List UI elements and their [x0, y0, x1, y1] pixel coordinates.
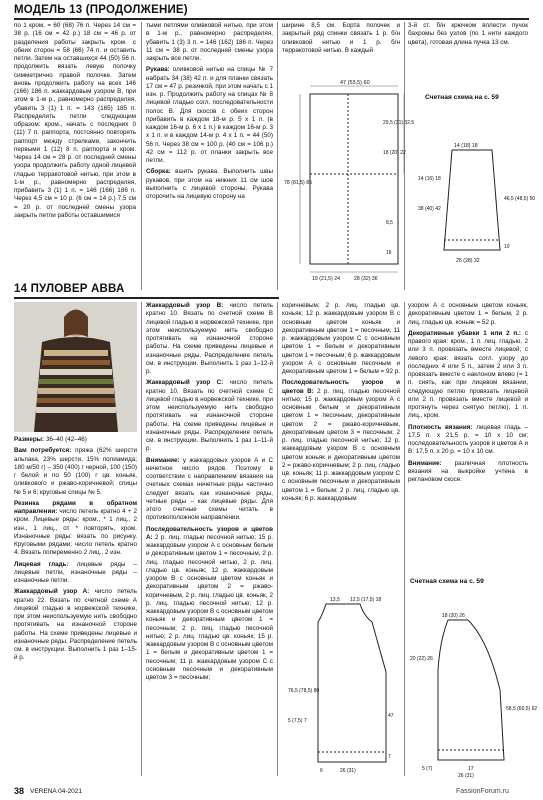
sizes-text: 36–40 (42–46) — [44, 436, 87, 443]
jacquard-c-heading: Жаккардовый узор С: — [146, 379, 224, 387]
diagram4-r2: 58,5 (60,5) 62 — [506, 706, 538, 712]
diagram2-b: 25 (28) 32 — [456, 258, 480, 264]
section13-col3-text: ширине 8,5 см. Борта полочек и закрытый ряд спинки связать 1 р. б/н оливковой нитью и 1 р. б/н терракотовой нитью. В каждый — [282, 22, 400, 54]
col-divider — [141, 302, 142, 776]
section14-col2 — [146, 302, 273, 776]
section13-col4 — [408, 22, 528, 62]
diagram4-b2: 17 — [468, 766, 474, 772]
diagram1-left: 78 (81,5) 85 — [284, 180, 312, 186]
jacquard-a-text: число петель кратно 22. Вязать по счетной схеме А лицевой гладью в норвежской технике, при этом неиспользуемую нить свободно протягивать на изнаночной стороне работы. На схеме приведены лицевые и изнаночные ряды. Распределение петель см. в инструкции. Выполнить 1 раз 1–15-й р. — [14, 588, 137, 662]
col-divider — [277, 302, 278, 776]
diagram3-t1: 13,5 — [330, 597, 340, 603]
diagram4-r1: 20 (22) 26 — [410, 656, 433, 662]
magazine-name: VERENA 04-2021 — [30, 788, 83, 795]
diagram3-l2: 5 (7,5) 7 — [288, 718, 307, 724]
materials-text: пряжа (62% шерсти альпака, 23% шерсти, 15% полиамида; 180 м/50 г) – 350 (400) г черной, 100 (150) г белой и по 50 (100) г цв. коньяк, оливкового и ржаво-коричневой; спицы № 5 и 6; круговые спицы № 5. — [14, 447, 137, 496]
diagram4-b3: 26 (31) — [458, 773, 474, 779]
section13-col3 — [282, 22, 400, 62]
section13-col2 — [146, 22, 273, 294]
page-number: 38 — [14, 786, 25, 796]
section14-col4a: узором А с основным цветом коньяк, декоративным цветом 1 = белым, 2 р. лиц. гладью цв. коньяк = 52 р. — [408, 302, 528, 326]
jacquard-c-text: число петель кратно 10. Вязать по счетной схеме С лицевой гладью в норвежской технике, при этом неиспользуемую нить свободно протягивать на изнаночной стороне работы. На схеме приведены лицевые и изнаночные ряды. Распределение петель см. в инструкции. Выполнить 1 раз 1–11-й р. — [146, 379, 273, 453]
col-divider — [277, 22, 278, 290]
diagram3-t2: 12,5 (17,5) 18 — [350, 597, 382, 603]
assembly-text: вшить рукава. Выполнить швы рукавов, при этом на нижних 11 см шов выполнить с лицевой стороны. Рукава оторочить на лицевую сторону на — [146, 168, 273, 200]
sequence-a-heading: Последовательность узоров и цветов А: — [146, 525, 273, 541]
diagram1-r3: 8,5 — [386, 220, 393, 226]
gauge-heading: Плотность вязания: — [408, 423, 473, 431]
pattern-diagram-sleeve — [412, 140, 536, 280]
section14-col4 — [408, 302, 528, 572]
diagram4-top: 18 (20) 26 — [442, 613, 465, 619]
pattern-diagram-body — [282, 74, 415, 286]
sleeves-heading: Рукава: — [146, 66, 170, 74]
sizes-heading: Размеры: — [14, 436, 45, 443]
section14-col3a: коричневым; 2 р. лиц. гладью цв. коньяк; 12 р. жаккардовым узором В с основным цветом коньяк и декоративным цветом 1 = песочным, 11 р. жаккардовым узором С с основным цветом 1 = белым и декоративным цветом 1 = песочным; 6 р. жаккардовым узором А с основным песочным и декоративным цветом 1 = белым = 92 р. — [282, 302, 400, 375]
diagram3-r2: 7 — [388, 754, 391, 760]
section14-col3 — [282, 302, 400, 580]
diagram2-r2: 46,5 (48,5) 50 — [504, 196, 536, 202]
diagram1-r4: 16 — [386, 250, 392, 256]
diagram2-r3: 38 (40) 42 — [418, 206, 441, 212]
section13-title: МОДЕЛЬ 13 (ПРОДОЛЖЕНИЕ) — [14, 4, 188, 16]
sequence-b-heading: Последовательность узоров и цветов В: — [282, 379, 400, 395]
diagram3-b1: 26 (31) — [340, 768, 356, 774]
rib-text: число петель кратно 4 + 2 кром. Лицевые ряды: кром., * 1 лиц., 2 изн., 1 лиц., от * повторять, кром. Изнаночные ряды: вязать по рисунку. Круговыми рядами: число петель кратно 4. Вязать попеременно 2 лиц., 2 изн. — [14, 508, 137, 557]
section13-rule — [14, 18, 529, 20]
pattern-diagram-pullover — [282, 592, 404, 778]
note-text: у жаккардовых узоров А и С нечетное число рядов. Поэтому в соответствии с направлением вязания на счетных схемах нечетные ряды частично следует вязать как изнаночные ряды, четные ряды – как лицевые ряды. Для этого счетные схемы читать в противоположном направлении. — [146, 456, 273, 522]
diagram1-r1: 29,5 (31) 32,5 — [383, 120, 415, 126]
assembly-heading: Сборка: — [146, 168, 171, 176]
diagram2-r4: 10 — [504, 244, 510, 250]
diagram1-b2: 28 (32) 36 — [354, 276, 378, 282]
section13-col4-text: 3-й ст. б/н крючком вплести пучок бахромы без узлов (по 1 нити каждого цвета), готовая длина пучка 13 см. — [408, 22, 528, 46]
col-divider — [141, 22, 142, 290]
diagram2-r1: 14 (16) 18 — [418, 176, 441, 182]
section14-schema-label: Счетная схема на с. 59 — [410, 578, 484, 585]
decreases-text: с правого края: кром., 1 п. лиц. гладью, 2 или 3 п. провязать вместе лицевой; с левого края: вязать согл. узору до последних 4 или 5 п., затем 2 или 3 п. провязать вместе с наклоном влево (= 1 п. снять, как при лицевом вязании, следующую петлю провязать лицевой или 2 п. провязать вместе лицевой и протянуть через снятую петлю), 1 п. лиц., кром. — [408, 329, 528, 420]
diagram3-r1: 47 — [388, 713, 394, 719]
section14-col1 — [14, 436, 137, 776]
sleeves-text: оливковой нитью на спицы № 7 набрать 34 (38) 42 п. и для планки связать 17 см = 47 р. резинкой, при этом начать с 1 изн. р. Продолжить работу на спицах № 8 лицевой гладью согл. последовательности полос В. Для скосов с обеих сторон прибавить в каждом 18-м р. 5 х 1 п. (в каждом 16-м р. 6 х 1 п.) в каждом 16-м р. 3 х 1 п. и в каждом 14-м р. 4 х 1 п. = 44 (50) 56 п. Через 38 см = 100 р. (40 см = 106 р.) 42 см = 112 р. от планки закрыть все петли. — [146, 66, 273, 164]
pattern-diagram-sleeve2 — [408, 610, 538, 779]
diagram1-b1: 19 (21,5) 24 — [312, 276, 340, 282]
section13-schema-label: Счетная схема на с. 59 — [425, 94, 499, 101]
diagram2-top: 14 (18) 18 — [454, 143, 478, 149]
diagram1-r2: 18 (20) 22 — [383, 150, 406, 156]
stockinette-text: лицевые ряды – лицевые петли, изнаночные ряды – изнаночные петли. — [14, 560, 137, 584]
diagram1-top: 47 (53,5) 60 — [340, 80, 370, 86]
decreases-heading: Декоративные убавки 1 или 2 п.: — [408, 329, 522, 337]
section13-col1 — [14, 22, 136, 294]
diagram4-b1: 5 (7) — [422, 766, 433, 772]
materials-heading: Вам потребуется: — [14, 447, 72, 455]
section13-col1-text: по 1 кром. = 60 (68) 76 п. Через 14 см = 38 р. (16 см = 42 р.) 18 см = 46 р. от разделения работы закрыть кром. с обеих сторон = 58 (66) 74 п. и оставить петли. Затем на оставшихся 44 (50) 56 п. продолжить вязать левую полочку симметрично правой полочке. Затем вновь продолжить работу на всех 146 (166) 186 п. жаккардовым узором В, при этом в 1-м р., равномерно распределяя, убавить 3 (1) 1 п. = 143 (165) 185 п. Распределить петли следующим образом: кром., начать с последних 0 (11) 7 п. раппорта, постоянно повторять раппорт между стрелками, закончить первыми 1 (12) 8 п. раппорта и кром. Через 14 см = 28 р. от последней смены узора продолжить работу одной лицевой гладью терракотовой нитью, при этом в 1-м р., равномерно распределяя, прибавить 3 (1) 1 п. = 146 (166) 186 п. Через 4,5 см = 10 р. (6 см = 14 р.) 7,5 см = 20 р. от последней смены узора закрыть петли работы оставшимися — [14, 22, 136, 219]
watermark-site: FassionForum.ru — [456, 788, 509, 795]
sequence-b-text: 2 р. лиц. гладью песочной нитью; 15 р. жаккардовым узором А с основным белым и декоративным цветом 1 = песочным, декоративным цветом 2 = ржаво-коричневым, декоративным цветом 3 = песочным; 2 р. лиц. гладью песочной нитью; 12 р. жаккардовым узором В с основным цветом коньяк и декоративным цветом 2 = ржаво-коричневым; 2 р. лиц. гладью цв. коньяк; 11 р. жаккардовым узором С с основным песочным и декоративным цветом 1 = белым; 2 р. лиц. гладью цв. коньяк; 6 р. жаккардовым — [282, 387, 400, 502]
warning-heading: Внимание: — [408, 459, 442, 467]
jacquard-b-text: число петель кратно 10. Вязать по счетной схеме В лицевой гладью в норвежской технике, при этом неиспользуемую нить свободно протягивать на изнаночной стороне работы. На схеме приведены лицевые и изнаночные ряды. Распределение петель см. в инструкции. Выполнить 1 раз 1–12-й р. — [146, 302, 273, 375]
note-heading: Внимание: — [146, 456, 180, 464]
stockinette-heading: Лицевая гладь: — [14, 560, 69, 568]
warning-text: различная плотность вязания на выкройке учтена в реглановом скосе. — [408, 459, 528, 483]
section13-col2a: тыми петлями оливковой нитью, при этом в 1-м р., равномерно распределяя, убавить 1 (3) 3 п. = 146 (162) 186 п. Через 11 см = 38 р. от последней смены узора закрыть все петли. — [146, 22, 273, 62]
jacquard-b-heading: Жаккардовый узор В: — [146, 302, 224, 309]
section14-rule — [14, 297, 279, 299]
gauge-text: лицевая гладь – 17,5 п. х 21,5 р. = 10 х 10 см; последовательность узоров и цветов А и В: 17,5 п. х 20 р. = 10 х 10 см. — [408, 423, 528, 456]
rib-heading: Резинка рядами в обратном направлении: — [14, 499, 137, 515]
section14-title: 14 ПУЛОВЕР АВВА — [14, 283, 125, 295]
col-divider — [404, 302, 405, 776]
jacquard-a-heading: Жаккардовый узор А: — [14, 588, 90, 596]
diagram3-l1: 76,5 (78,5) 80 — [288, 688, 320, 694]
model-photo — [14, 302, 137, 432]
sequence-a-text: 2 р. лиц. гладью песочной нитью; 15 р. жаккардовым узором А с основным белым и декоративным цветом 1 = песочным, 2 р. лиц. гладью песочной нитью, 2 р. лиц. гладью цв. коньяк; 12 р. жаккардовым узором В с основным цветом коньяк и декоративным цветом 2 = ржаво-коричневым, 2 р. лиц. гладью цв. коньяк, 2 р. лиц. гладью песочной нитью; 12 р. жаккардовым узором В с основным цветом коньяк и декоративным цветом 1 = песочным; 2 р. лиц. гладью песочной нитью; 2 р. лиц. гладью цв. коньяк; 15 р. жаккардовым узором В с основным цветом 1 = белым и декоративным цветом 1 = песочным; 11 р. жаккардовым узором С с основным песочным и декоративным цветом 3 = песочным; — [146, 533, 273, 681]
sweater-illustration — [14, 302, 137, 432]
diagram3-b2: 6 — [320, 768, 323, 774]
